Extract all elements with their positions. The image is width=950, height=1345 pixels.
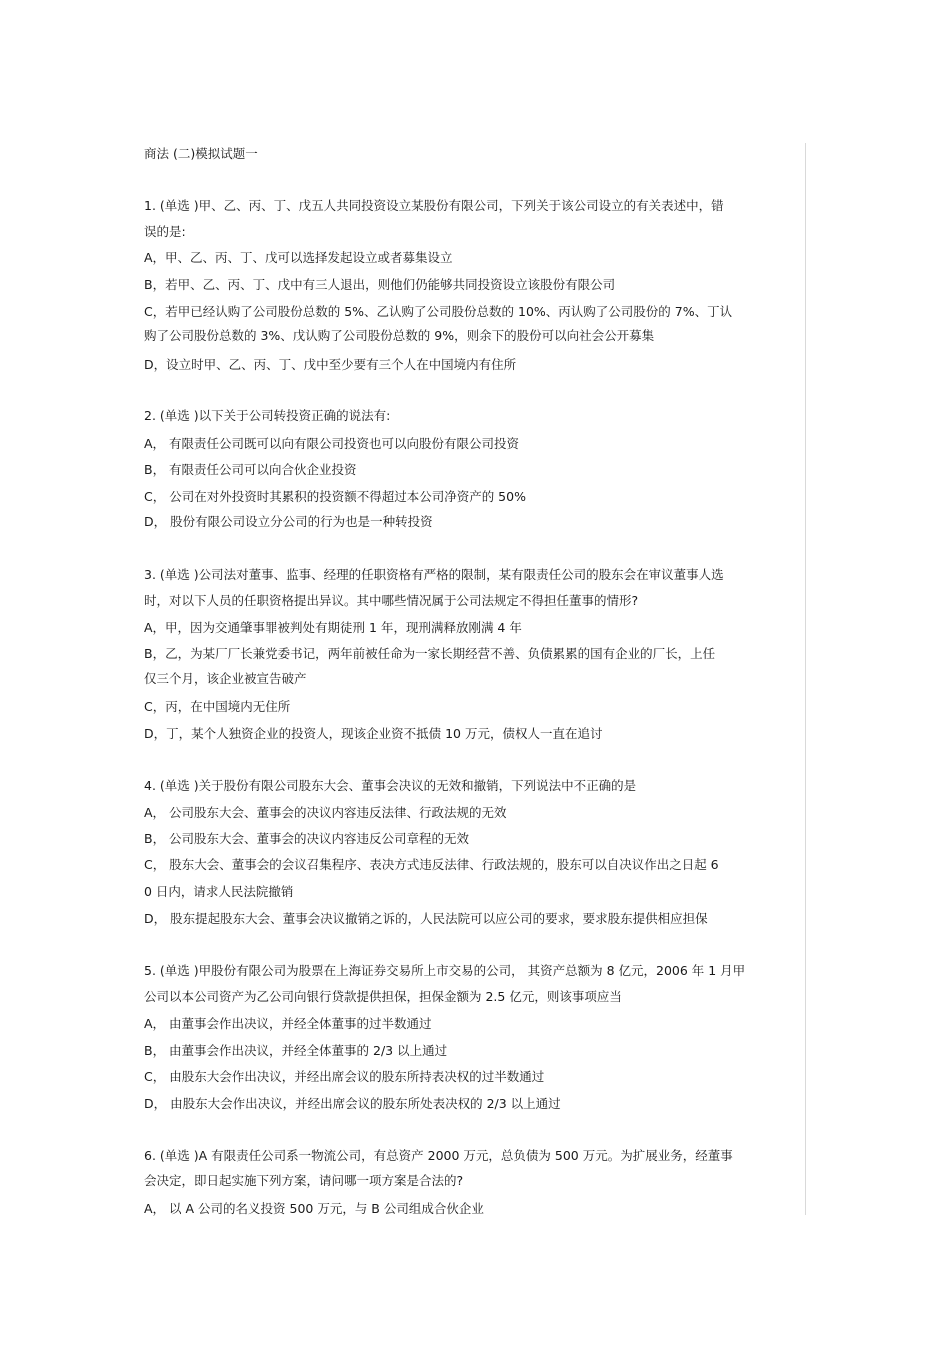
right-margin-rule	[805, 143, 806, 1215]
question-5-option-c: C， 由股东大会作出决议，并经出席会议的股东所持表决权的过半数通过	[144, 1069, 545, 1084]
question-1-stem-line-1: 1. (单选 )甲、乙、丙、丁、戊五人共同投资设立某股份有限公司，下列关于该公司设立的有关表述中，错	[144, 198, 724, 213]
question-6-stem-line-2: 会决定，即日起实施下列方案，请问哪一项方案是合法的?	[144, 1173, 464, 1188]
question-5-option-b: B， 由董事会作出决议，并经全体董事的 2/3 以上通过	[144, 1043, 448, 1058]
question-3-option-b-line-1: B，乙，为某厂厂长兼党委书记，两年前被任命为一家长期经营不善、负债累累的国有企业的厂长，上任	[144, 646, 716, 661]
question-3-option-d: D，丁，某个人独资企业的投资人，现该企业资不抵债 10 万元，债权人一直在追讨	[144, 726, 603, 741]
question-1-option-a: A，甲、乙、丙、丁、戊可以选择发起设立或者募集设立	[144, 250, 453, 265]
document-title: 商法 (二)模拟试题一	[144, 146, 258, 161]
question-2-option-d: D， 股份有限公司设立分公司的行为也是一种转投资	[144, 514, 433, 529]
question-1-option-c-line-2: 购了公司股份总数的 3%、戊认购了公司股份总数的 9%，则余下的股份可以向社会公开募集	[144, 328, 655, 343]
question-4-stem: 4. (单选 )关于股份有限公司股东大会、董事会决议的无效和撤销，下列说法中不正确的是	[144, 778, 637, 793]
question-3-stem-line-2: 时，对以下人员的任职资格提出异议。其中哪些情况属于公司法规定不得担任董事的情形?	[144, 593, 639, 608]
question-2-option-b: B， 有限责任公司可以向合伙企业投资	[144, 462, 357, 477]
question-3-option-b-line-2: 仅三个月，该企业被宣告破产	[144, 671, 307, 686]
question-5-stem-line-2: 公司以本公司资产为乙公司向银行贷款提供担保，担保金额为 2.5 亿元，则该事项应当	[144, 989, 622, 1004]
question-4-option-c-line-2: 0 日内，请求人民法院撤销	[144, 884, 294, 899]
question-1-option-d: D，设立时甲、乙、丙、丁、戊中至少要有三个人在中国境内有住所	[144, 357, 517, 372]
question-4-option-b: B， 公司股东大会、董事会的决议内容违反公司章程的无效	[144, 831, 470, 846]
question-4-option-c-line-1: C， 股东大会、董事会的会议召集程序、表决方式违反法律、行政法规的，股东可以自决议作出之日起 6	[144, 857, 719, 872]
question-1-option-b: B，若甲、乙、丙、丁、戊中有三人退出，则他们仍能够共同投资设立该股份有限公司	[144, 277, 616, 292]
question-2-option-c: C， 公司在对外投资时其累积的投资额不得超过本公司净资产的 50%	[144, 489, 526, 504]
question-2-option-a: A， 有限责任公司既可以向有限公司投资也可以向股份有限公司投资	[144, 436, 520, 451]
question-3-stem-line-1: 3. (单选 )公司法对董事、监事、经理的任职资格有严格的限制，某有限责任公司的股东会在审议董事人选	[144, 567, 724, 582]
question-5-option-a: A， 由董事会作出决议，并经全体董事的过半数通过	[144, 1016, 432, 1031]
question-5-stem-line-1: 5. (单选 )甲股份有限公司为股票在上海证券交易所上市交易的公司， 其资产总额为 8 亿元，2006 年 1 月甲	[144, 963, 746, 978]
question-1-stem-line-2: 误的是:	[144, 224, 186, 239]
question-5-option-d: D， 由股东大会作出决议，并经出席会议的股东所处表决权的 2/3 以上通过	[144, 1096, 561, 1111]
question-6-stem-line-1: 6. (单选 )A 有限责任公司系一物流公司，有总资产 2000 万元，总负债为 500 万元。为扩展业务，经董事	[144, 1148, 733, 1163]
question-3-option-a: A，甲，因为交通肇事罪被判处有期徒刑 1 年，现刑满释放刚满 4 年	[144, 620, 522, 635]
question-6-option-a: A， 以 A 公司的名义投资 500 万元，与 B 公司组成合伙企业	[144, 1201, 484, 1216]
question-1-option-c-line-1: C，若甲已经认购了公司股份总数的 5%、乙认购了公司股份总数的 10%、丙认购了公司股份的 7%、丁认	[144, 304, 733, 319]
question-4-option-d: D， 股东提起股东大会、董事会决议撤销之诉的，人民法院可以应公司的要求，要求股东提供相应担保	[144, 911, 708, 926]
question-2-stem: 2. (单选 )以下关于公司转投资正确的说法有:	[144, 408, 391, 423]
question-4-option-a: A， 公司股东大会、董事会的决议内容违反法律、行政法规的无效	[144, 805, 507, 820]
question-3-option-c: C，丙，在中国境内无住所	[144, 699, 291, 714]
